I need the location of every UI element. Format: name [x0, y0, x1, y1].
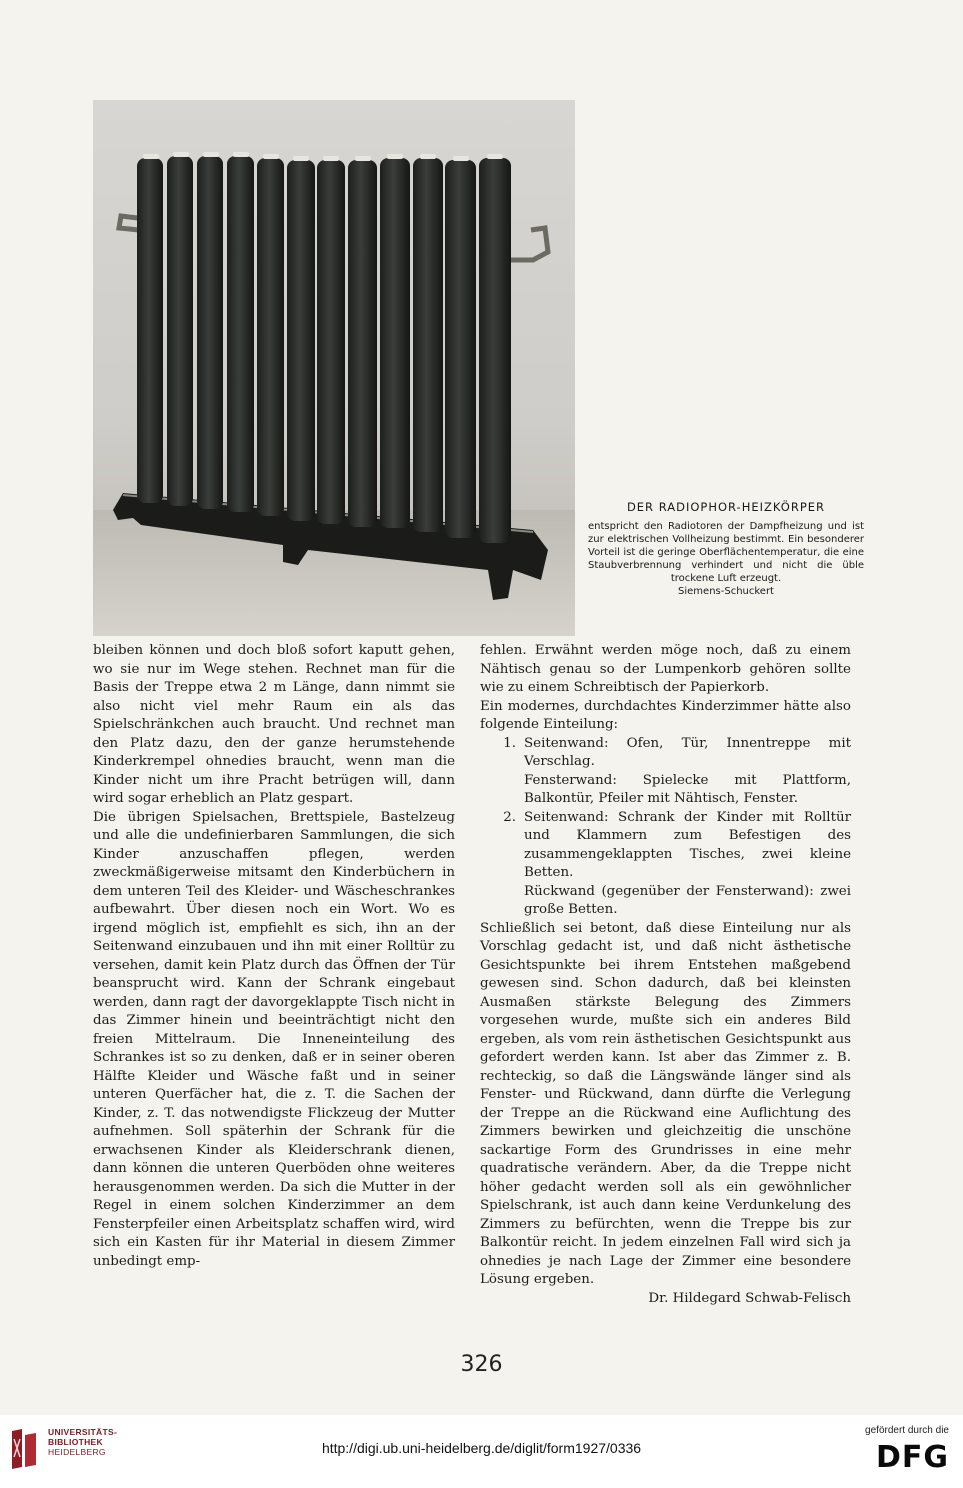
- list-text: Seitenwand: Schrank der Kinder mit Rolltür und Klammern zum Befestigen des zusammengeklappten Tisches, zwei kleine Betten.: [524, 809, 851, 880]
- dfg-logo: DFG: [875, 1440, 949, 1475]
- right-paragraph-intro: fehlen. Erwähnt werden möge noch, daß zu einem Nähtisch genau so der Lumpenkorb gehören sollte wie zu einem Schreibtisch der Papierkorb.: [480, 643, 851, 695]
- left-paragraph-1: bleiben können und doch bloß sofort kaputt gehen, wo sie nur im Wege stehen. Rechnet man für die Basis der Treppe etwa 2 m Länge, dann nimmt sie also nicht viel mehr Raum ein als das Spielschränkchen auch braucht. Und rechnet man den Platz dazu, den der ganze herumstehende Kinderkrempel ohnedies braucht, wenn man die Kinder nicht um ihre Pracht betrügen will, dann wird sogar erheblich an Platz gespart.: [93, 643, 455, 806]
- right-paragraph-intro2: Ein modernes, durchdachtes Kinderzimmer hätte also folgende Einteilung:: [480, 698, 851, 732]
- right-paragraph-closing: Schließlich sei betont, daß diese Einteilung nur als Vorschlag gedacht ist, und daß nicht ästhetische Gesichtspunkte bei ihrem Entstehen maßgebend gewesen sind. Schon dadurch, daß bei kleinsten Ausmaßen stärkste Belegung des Zimmers vorgesehen wurde, mußte sich ein anderes Bild ergeben, als vom rein ästhetischen Gesichtspunkt aus gefordert werden kann. Ist aber das Zimmer z. B. rechteckig, so daß die Längswände länger sind als Fenster- und Rückwand, dann dürfte die Verlegung der Treppe an die Rückwand eine Auflichtung des Zimmers bewirken und gleichzeitig die unschöne sackartige Form des Grundrisses in eine mehr quadratische verändern. Aber, da die Treppe nicht höher gedacht werden soll als ein gewöhnlicher Spielschrank, ist auch dann keine Verdunkelung des Zimmers zu befürchten, wenn die Treppe bis zur Balkontür reicht. In jedem einzelnen Fall wird sich ja ohnedies je nach Lage der Zimmer eine besondere Lösung ergeben.: [480, 920, 851, 1287]
- list-text: Seitenwand: Ofen, Tür, Innentreppe mit Verschlag.: [524, 735, 851, 769]
- list-item: [480, 809, 851, 883]
- caption-credit: Siemens-Schuckert: [678, 586, 774, 597]
- list-subtext: Fensterwand: Spielecke mit Plattform, Balkontür, Pfeiler mit Nähtisch, Fenster.: [524, 772, 851, 806]
- radiator-photo: [93, 100, 575, 636]
- sponsor-block[interactable]: [865, 1425, 949, 1475]
- caption-title: DER RADIOPHOR-HEIZKÖRPER: [626, 500, 826, 514]
- library-line-1: UNIVERSITÄTS-: [48, 1427, 118, 1437]
- left-paragraph-2: Die übrigen Spielsachen, Brettspiele, Bastelzeug und alle die undefinierbaren Sammlungen, die sich Kinder anzuschaffen pflegen, werden zweckmäßigerweise mitsamt den Kinderbüchern in dem unteren Teil des Kleider- und Wäscheschrankes aufbewahrt. Über diesen noch ein Wort. Wo es irgend möglich ist, empfiehlt es sich, ihn an der Seitenwand einzubauen und ihn mit einer Rolltür zu versehen, damit kein Platz durch das Öffnen der Tür beansprucht wird. Kann der Schrank eingebaut werden, dann ragt der davorgeklappte Tisch nicht in das Zimmer hinein und beeinträchtigt nicht den freien Mittelraum. Die Inneneinteilung des Schrankes ist so zu denken, daß er in seiner oberen Hälfte Kleider und Wäsche faßt und in seiner unteren Querfächer hat, die z. T. die Sachen der Kinder, z. T. das notwendigste Flickzeug der Mutter aufnehmen. Soll späterhin der Schrank für die erwachsenen Kinder als Kleiderschrank dienen, dann können die unteren Querböden ohne weiteres herausgenommen werden. Da sich die Mutter in der Regel in einem solchen Kinderzimmer an dem Fensterpfeiler einen Arbeitsplatz schaffen wird, wird sich ein Kasten für ihr Material in diesem Zimmer unbedingt emp-: [93, 809, 455, 1269]
- source-url-link[interactable]: http://digi.ub.uni-heidelberg.de/diglit/form1927/0336: [321, 1440, 642, 1456]
- list-subtext: Rückwand (gegenüber der Fensterwand): zwei große Betten.: [524, 883, 851, 917]
- list-item: [480, 735, 851, 772]
- caption-body: entspricht den Radiotoren der Dampfheizung und ist zur elektrischen Vollheizung bestimmt. Ein besonderer Vorteil ist die geringe Oberflächentemperatur, die eine Staubverbrennung verhindert und nicht die üble trockene Luft erzeugt.: [588, 521, 864, 584]
- list-number: 1.: [503, 735, 516, 751]
- sponsor-label: gefördert durch die: [865, 1425, 949, 1436]
- list-number: 2.: [503, 809, 516, 825]
- radiator-illustration: [93, 100, 575, 636]
- author-signature: Dr. Hildegard Schwab-Felisch: [648, 1290, 851, 1306]
- library-line-3: HEIDELBERG: [48, 1447, 106, 1457]
- page-number: 326: [460, 1352, 503, 1377]
- figure-caption: [588, 500, 864, 598]
- viewer-footer: [0, 1415, 963, 1488]
- library-line-2: BIBLIOTHEK: [48, 1437, 103, 1447]
- left-column: [93, 642, 455, 1271]
- right-column: [480, 642, 851, 1308]
